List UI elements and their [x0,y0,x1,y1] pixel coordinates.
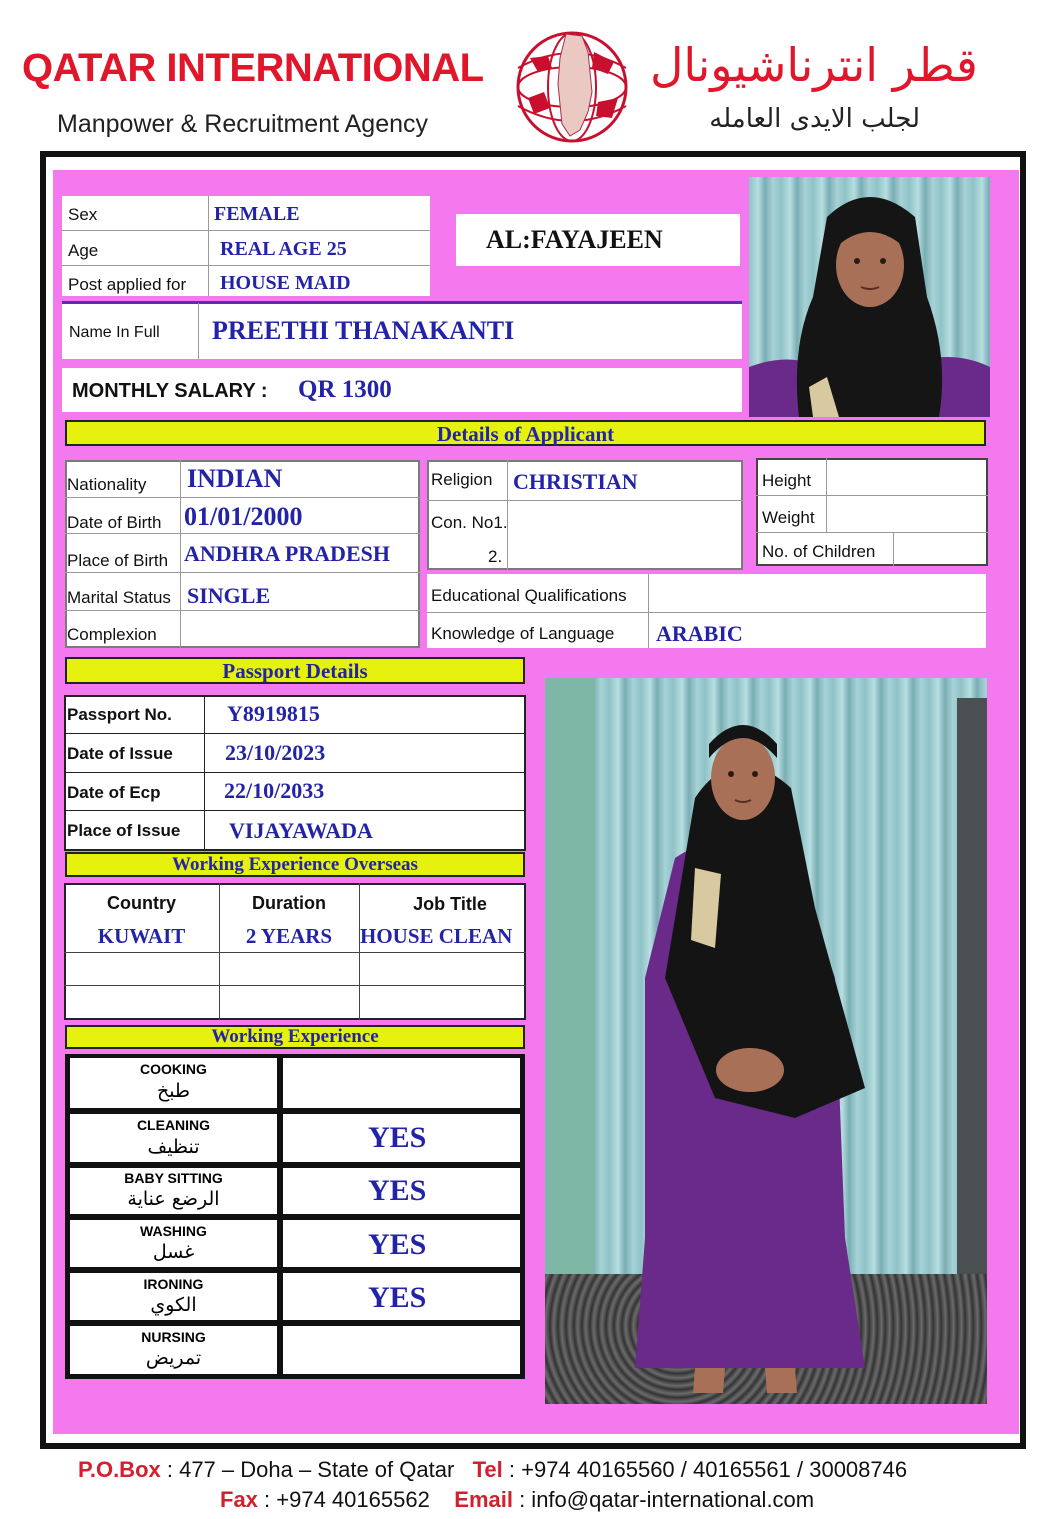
skill-name-cell [70,1114,277,1162]
skill-value-cell [283,1273,520,1320]
sex-label: Sex [68,205,98,224]
skill-name-arabic: الكوي [150,1294,197,1316]
brand-name-arabic: قطر انترناشيونال [650,38,978,92]
overseas-experience-header: Working Experience Overseas [65,852,525,877]
country-column-header: Country [107,893,176,913]
skill-name-arabic: طبخ [156,1080,191,1102]
applicant-portrait-photo [749,177,990,417]
skill-name-cell [70,1058,277,1108]
brand-name-english: QATAR INTERNATIONAL [22,46,484,90]
weight-label: Weight [762,508,815,527]
skill-value-cell [283,1326,520,1374]
passport-details-header: Passport Details [65,657,525,684]
duration-column-header: Duration [252,893,326,913]
salary-label: MONTHLY SALARY : [72,380,268,402]
overseas-row-duration: 2 YEARS [245,924,333,948]
skill-name-arabic: تمريض [145,1347,202,1369]
age-label: Age [68,241,99,260]
skill-name-english: IRONING [143,1276,204,1292]
skill-value-cell [283,1058,520,1108]
language-value: ARABIC [656,621,743,646]
place-of-birth-value: ANDHRA PRADESH [184,541,390,566]
skill-name-cell [70,1220,277,1267]
passport-no-label: Passport No. [67,705,172,724]
skill-name-english: NURSING [141,1329,206,1345]
skill-name-arabic: تنظيف [147,1136,200,1158]
skill-value: YES [368,1281,427,1314]
email-value: : info@qatar-international.com [512,1487,815,1512]
full-name-value: PREETHI THANAKANTI [212,316,515,345]
overseas-row-job-title: HOUSE CLEAN [360,924,513,948]
globe-qatar-map-logo-icon [508,28,636,146]
skill-name-cell [70,1326,277,1374]
salary-value: QR 1300 [298,376,392,403]
job-title-column-header: Job Title [413,894,487,914]
height-label: Height [762,471,812,490]
brand-subtitle-arabic: لجلب الايدى العامله [709,104,920,134]
skill-value-cell [283,1220,520,1267]
marital-status-label: Marital Status [67,588,171,607]
expiry-date-label: Date of Ecp [67,783,161,802]
nationality-value: INDIAN [187,464,283,493]
marital-status-value: SINGLE [187,583,271,608]
contact-no2-label: 2. [488,547,503,566]
skill-name-cell [70,1168,277,1214]
language-label: Knowledge of Language [431,624,615,643]
skill-name-arabic: غسل [152,1241,195,1263]
footer-address-line [78,1457,907,1483]
skill-name-english: BABY SITTING [124,1170,223,1186]
brand-subtitle-english: Manpower & Recruitment Agency [57,110,429,138]
skill-value-cell [283,1114,520,1162]
email-label: Email [454,1487,513,1512]
contact-no1-label: Con. No1. [431,513,508,532]
fax-label: Fax [220,1487,258,1512]
details-of-applicant-header: Details of Applicant [65,420,986,446]
pobox-label: P.O.Box [78,1457,161,1482]
children-label: No. of Children [762,542,876,561]
issue-date-label: Date of Issue [67,744,173,763]
education-label: Educational Qualifications [431,586,627,605]
footer-contact-line [220,1487,814,1513]
tel-value: : +974 40165560 / 40165561 / 30008746 [502,1457,908,1482]
passport-no-value: Y8919815 [227,701,320,726]
fax-value: : +974 40165562 [257,1487,430,1512]
full-name-label: Name In Full [69,324,160,341]
working-experience-header: Working Experience [65,1025,525,1049]
pobox-value: : 477 – Doha – State of Qatar [160,1457,455,1482]
overseas-row-country: KUWAIT [97,924,186,948]
skill-name-cell [70,1273,277,1320]
skill-value: YES [368,1228,427,1261]
issue-date-value: 23/10/2023 [225,740,326,765]
tel-label: Tel [472,1457,503,1482]
nationality-label: Nationality [67,475,147,494]
issue-place-label: Place of Issue [67,821,181,840]
skill-name-english: WASHING [140,1223,207,1239]
place-of-birth-label: Place of Birth [67,551,169,570]
age-value: REAL AGE 25 [220,238,347,260]
skill-value: YES [368,1121,427,1154]
agency-code: AL:FAYAJEEN [486,225,663,254]
skill-value: YES [368,1174,427,1207]
expiry-date-value: 22/10/2033 [224,778,325,803]
religion-label: Religion [431,470,493,489]
religion-value: CHRISTIAN [513,469,638,494]
sex-value: FEMALE [214,203,300,225]
skill-name-english: COOKING [140,1061,207,1077]
complexion-label: Complexion [67,625,157,644]
dob-label: Date of Birth [67,513,162,532]
skill-name-arabic: الرضع عناية [127,1188,220,1210]
applicant-full-length-photo [545,678,987,1404]
dob-value: 01/01/2000 [184,502,303,531]
post-applied-label: Post applied for [68,275,187,294]
post-applied-value: HOUSE MAID [220,272,351,294]
skill-name-english: CLEANING [136,1117,211,1133]
skill-value-cell [283,1168,520,1214]
issue-place-value: VIJAYAWADA [229,818,373,843]
